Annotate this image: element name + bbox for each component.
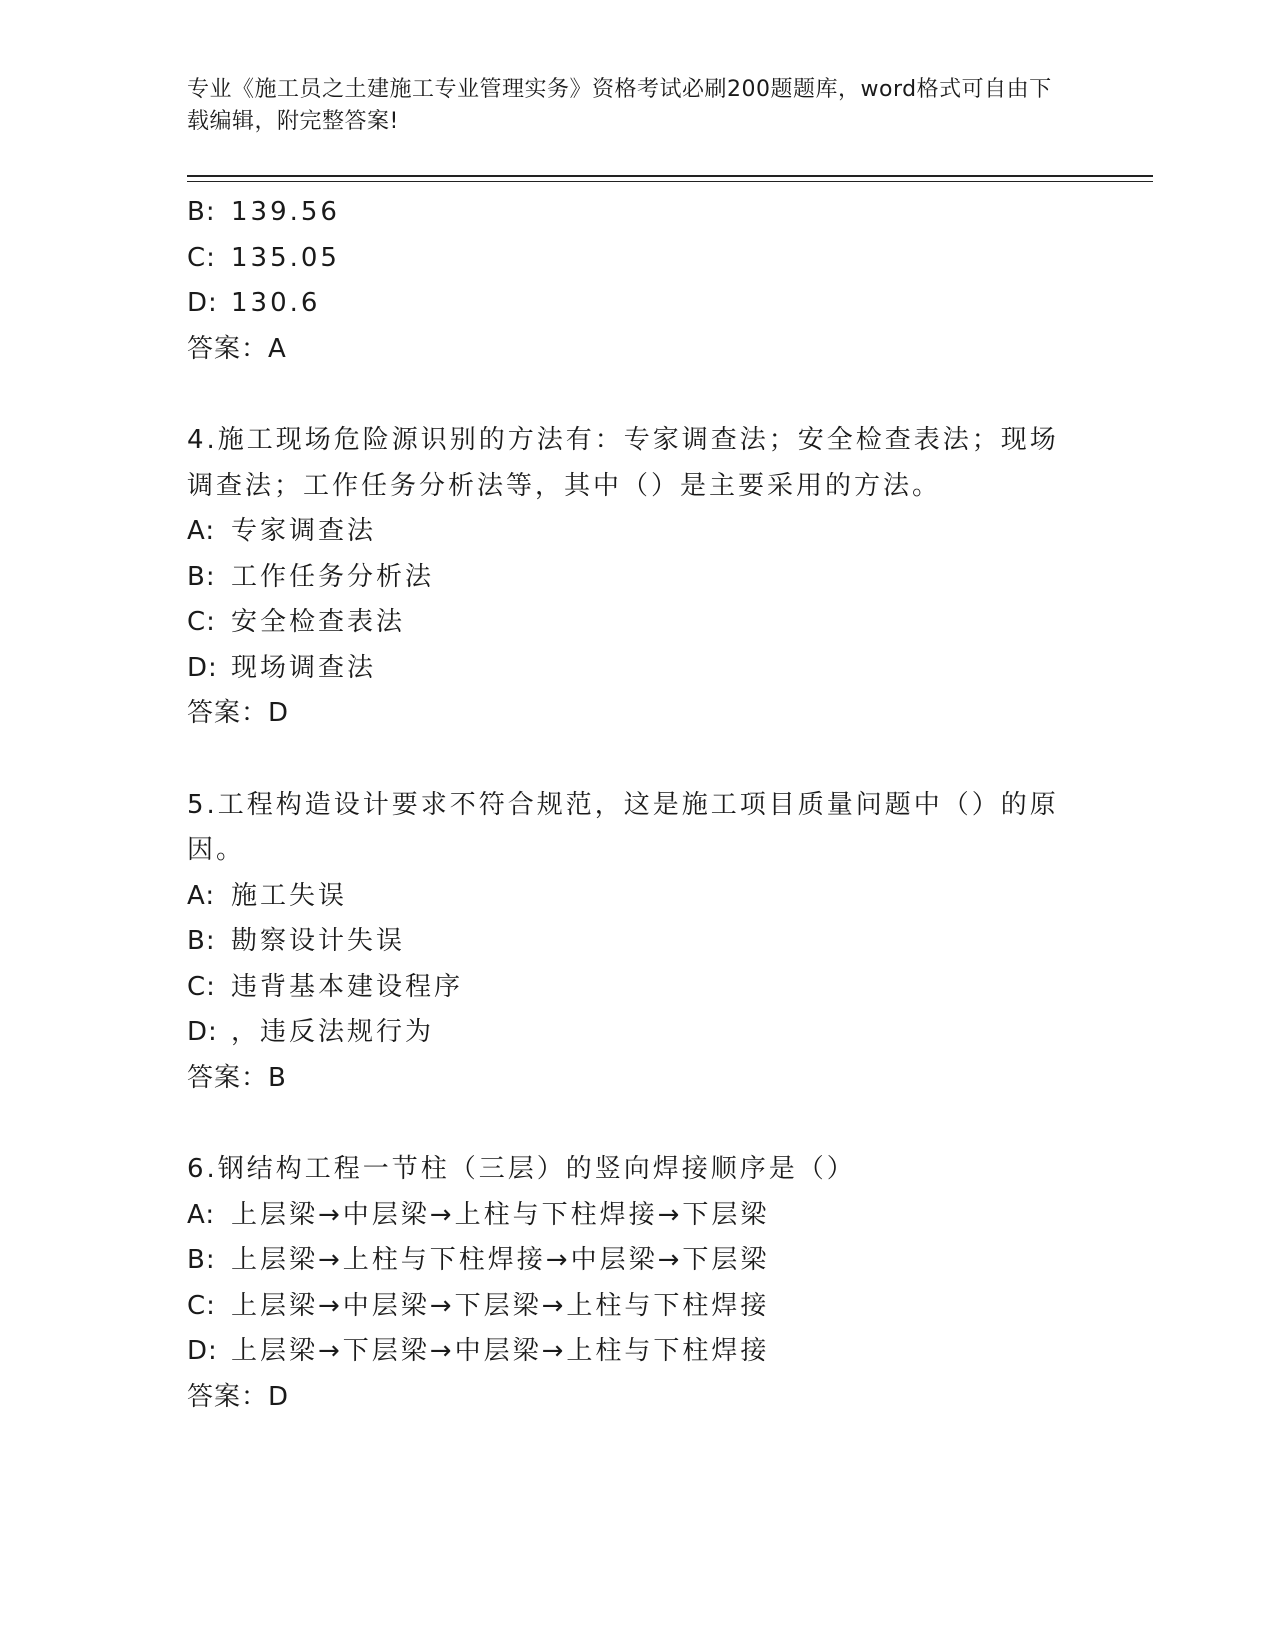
option-label: A: bbox=[187, 1199, 216, 1230]
option-text: 现场调查法 bbox=[231, 652, 377, 683]
question-stem: 4.施工现场危险源识别的方法有：专家调查法；安全检查表法；现场调查法；工作任务分析法等，其中（）是主要采用的方法。 bbox=[187, 425, 1059, 501]
document-header: 专业《施工员之土建施工专业管理实务》资格考试必刷200题题库，word格式可自由下载编辑，附完整答案! bbox=[187, 77, 1052, 134]
option-c bbox=[187, 600, 1087, 646]
option-d bbox=[187, 1010, 1087, 1056]
option-text: 130.6 bbox=[231, 288, 321, 318]
answer-line: 答案：B bbox=[187, 1062, 287, 1093]
answer-line: 答案：D bbox=[187, 1381, 290, 1412]
option-label: B: bbox=[187, 561, 216, 592]
header-divider-thin bbox=[187, 181, 1153, 182]
option-label: A: bbox=[187, 880, 216, 911]
answer-line: 答案：D bbox=[187, 698, 290, 728]
option-label: B: bbox=[187, 1245, 216, 1275]
question-list bbox=[187, 190, 1087, 1420]
option-text: 上层梁→上柱与下柱焊接→中层梁→下层梁 bbox=[231, 1245, 770, 1275]
option-text: 135.05 bbox=[231, 242, 340, 273]
option-label: C: bbox=[187, 971, 216, 1002]
option-d bbox=[187, 281, 1087, 327]
question-block-6 bbox=[187, 1147, 1087, 1420]
option-label: B: bbox=[187, 197, 216, 227]
option-label: D: bbox=[187, 1336, 218, 1366]
option-label: B: bbox=[187, 926, 216, 956]
option-a bbox=[187, 874, 1087, 920]
spacer bbox=[187, 372, 1087, 418]
option-c bbox=[187, 236, 1087, 282]
option-label: D: bbox=[187, 652, 218, 683]
option-a bbox=[187, 509, 1087, 555]
option-a bbox=[187, 1193, 1087, 1239]
question-stem: 5.工程构造设计要求不符合规范，这是施工项目质量问题中（）的原因。 bbox=[187, 789, 1059, 865]
option-label: D: bbox=[187, 288, 218, 318]
option-b bbox=[187, 555, 1087, 601]
option-text: 违背基本建设程序 bbox=[231, 971, 464, 1002]
option-label: C: bbox=[187, 607, 216, 637]
question-block-3 bbox=[187, 190, 1087, 372]
option-text: 施工失误 bbox=[231, 880, 348, 911]
option-text: 专家调查法 bbox=[231, 516, 377, 546]
option-label: A: bbox=[187, 516, 216, 546]
option-d bbox=[187, 646, 1087, 692]
option-b bbox=[187, 1238, 1087, 1284]
option-label: D: bbox=[187, 1017, 218, 1047]
question-stem: 6.钢结构工程一节柱（三层）的竖向焊接顺序是（） bbox=[187, 1154, 856, 1184]
option-text: 工作任务分析法 bbox=[231, 561, 435, 592]
spacer bbox=[187, 737, 1087, 783]
option-c bbox=[187, 1284, 1087, 1330]
spacer bbox=[187, 1101, 1087, 1147]
option-text: 上层梁→中层梁→上柱与下柱焊接→下层梁 bbox=[231, 1199, 770, 1230]
option-text: 安全检查表法 bbox=[231, 607, 406, 637]
option-text: ，违反法规行为 bbox=[231, 1017, 435, 1047]
answer-line: 答案：A bbox=[187, 333, 287, 364]
question-block-5 bbox=[187, 783, 1087, 1102]
option-c bbox=[187, 965, 1087, 1011]
option-label: C: bbox=[187, 1290, 216, 1321]
option-b bbox=[187, 190, 1087, 236]
header-divider-thick bbox=[187, 175, 1153, 177]
option-d bbox=[187, 1329, 1087, 1375]
option-text: 上层梁→中层梁→下层梁→上柱与下柱焊接 bbox=[231, 1290, 770, 1321]
option-text: 139.56 bbox=[231, 197, 340, 227]
option-b bbox=[187, 919, 1087, 965]
option-text: 上层梁→下层梁→中层梁→上柱与下柱焊接 bbox=[231, 1336, 770, 1366]
question-block-4 bbox=[187, 418, 1087, 737]
option-label: C: bbox=[187, 242, 216, 273]
option-text: 勘察设计失误 bbox=[231, 926, 406, 956]
